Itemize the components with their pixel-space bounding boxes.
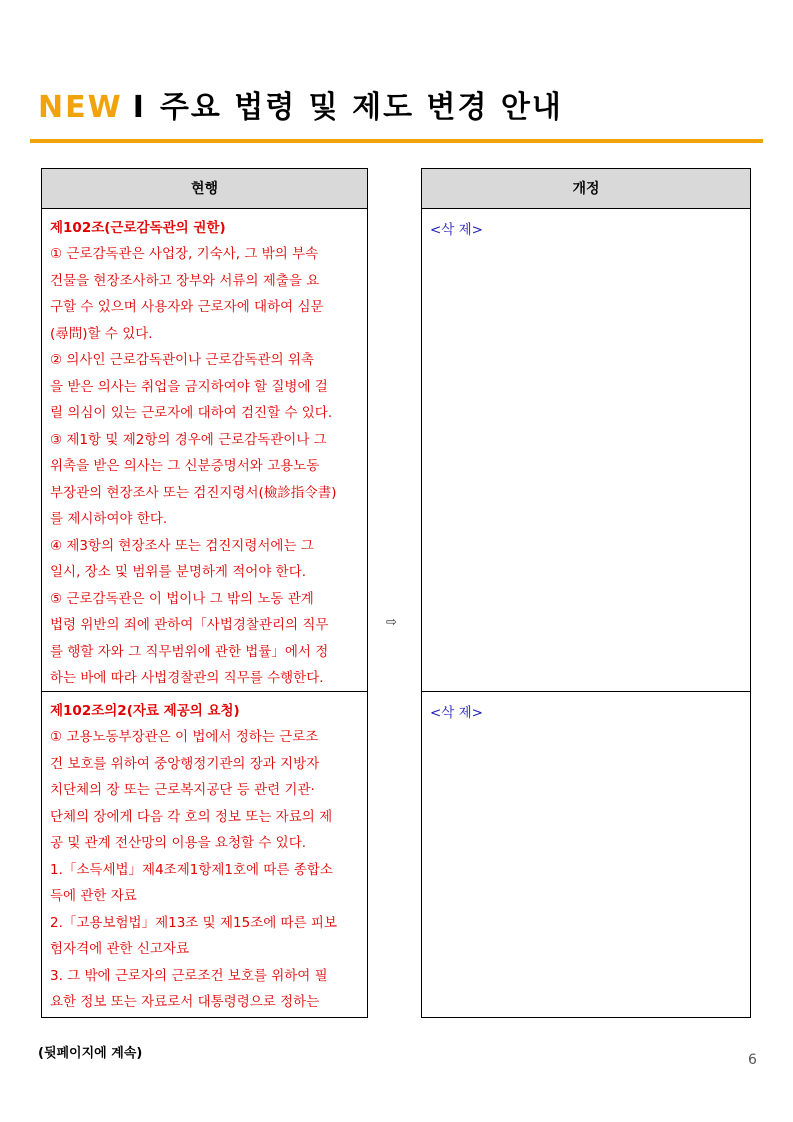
article-line: ① 근로감독관은 사업장, 기숙사, 그 밖의 부속 (50, 246, 319, 262)
article-line: 1.「소득세법」제4조제1항제1호에 따른 종합소 (50, 861, 333, 878)
article-line: 하는 바에 따라 사법경찰관의 직무를 수행한다. (50, 670, 324, 686)
title-underline (30, 139, 763, 143)
new-label: NEW (38, 90, 123, 125)
article-line: 요한 정보 또는 자료로서 대통령령으로 정하는 (50, 994, 320, 1010)
current-cell-article-102 (42, 209, 367, 691)
deleted-label: <삭 제> (430, 222, 483, 238)
article-line: 3. 그 밖에 근로자의 근로조건 보호를 위하여 필 (50, 967, 328, 984)
article-line: 를 행할 자와 그 직무범위에 관한 법률」에서 정 (50, 643, 329, 660)
revised-cell-article-102 (422, 209, 750, 691)
article-title: 제102조의2(자료 제공의 요청) (50, 703, 240, 719)
title-text: 주요 법령 및 제도 변경 안내 (159, 90, 563, 125)
article-line: 릴 의심이 있는 근로자에 대하여 검진할 수 있다. (50, 405, 333, 421)
page-title (38, 88, 563, 128)
deleted-label: <삭 제> (430, 705, 483, 721)
article-line: (尋問)할 수 있다. (50, 325, 153, 342)
article-line: 부장관의 현장조사 또는 검진지령서(檢診指令書) (50, 484, 337, 501)
article-line: ④ 제3항의 현장조사 또는 검진지령서에는 그 (50, 537, 314, 554)
article-line: 위촉을 받은 의사는 그 신분증명서와 고용노동 (50, 458, 320, 474)
revised-cell-article-102-2 (422, 691, 750, 1017)
article-line: 건물을 현장조사하고 장부와 서류의 제출을 요 (50, 272, 320, 289)
article-line: 험자격에 관한 신고자료 (50, 941, 189, 957)
article-line: 일시, 장소 및 범위를 분명하게 적어야 한다. (50, 564, 307, 580)
article-line: 를 제시하여야 한다. (50, 511, 168, 527)
article-title: 제102조(근로감독관의 권한) (50, 220, 226, 236)
article-line: 구할 수 있으며 사용자와 근로자에 대하여 심문 (50, 299, 324, 315)
revised-column (421, 168, 751, 1018)
article-line: ⑤ 근로감독관은 이 법이나 그 밖의 노동 관계 (50, 590, 314, 607)
continued-note: (뒷페이지에 계속) (38, 1046, 143, 1061)
article-line: 치단체의 장 또는 근로복지공단 등 관련 기관· (50, 782, 315, 798)
article-line: 득에 관한 자료 (50, 888, 137, 904)
current-column-header: 현행 (42, 169, 367, 209)
title-separator: I (132, 90, 146, 125)
article-line: 건 보호를 위하여 중앙행정기관의 장과 지방자 (50, 755, 320, 772)
revised-column-header: 개정 (422, 169, 750, 209)
article-line: ① 고용노동부장관은 이 법에서 정하는 근로조 (50, 729, 319, 745)
current-column (41, 168, 368, 1018)
page-number: 6 (748, 1052, 757, 1068)
article-line: 공 및 관계 전산망의 이용을 요청할 수 있다. (50, 835, 307, 851)
article-line: 을 받은 의사는 취업을 금지하여야 할 질병에 걸 (50, 378, 328, 395)
article-line: ② 의사인 근로감독관이나 근로감독관의 위촉 (50, 352, 315, 368)
change-arrow-icon: ⇨ (386, 615, 397, 630)
current-cell-article-102-2 (42, 691, 367, 1017)
article-line: ③ 제1항 및 제2항의 경우에 근로감독관이나 그 (50, 431, 327, 448)
article-line: 법령 위반의 죄에 관하여「사법경찰관리의 직무 (50, 617, 329, 633)
article-line: 2.「고용보험법」제13조 및 제15조에 따른 피보 (50, 914, 338, 931)
article-line: 단체의 장에게 다음 각 호의 정보 또는 자료의 제 (50, 808, 333, 825)
